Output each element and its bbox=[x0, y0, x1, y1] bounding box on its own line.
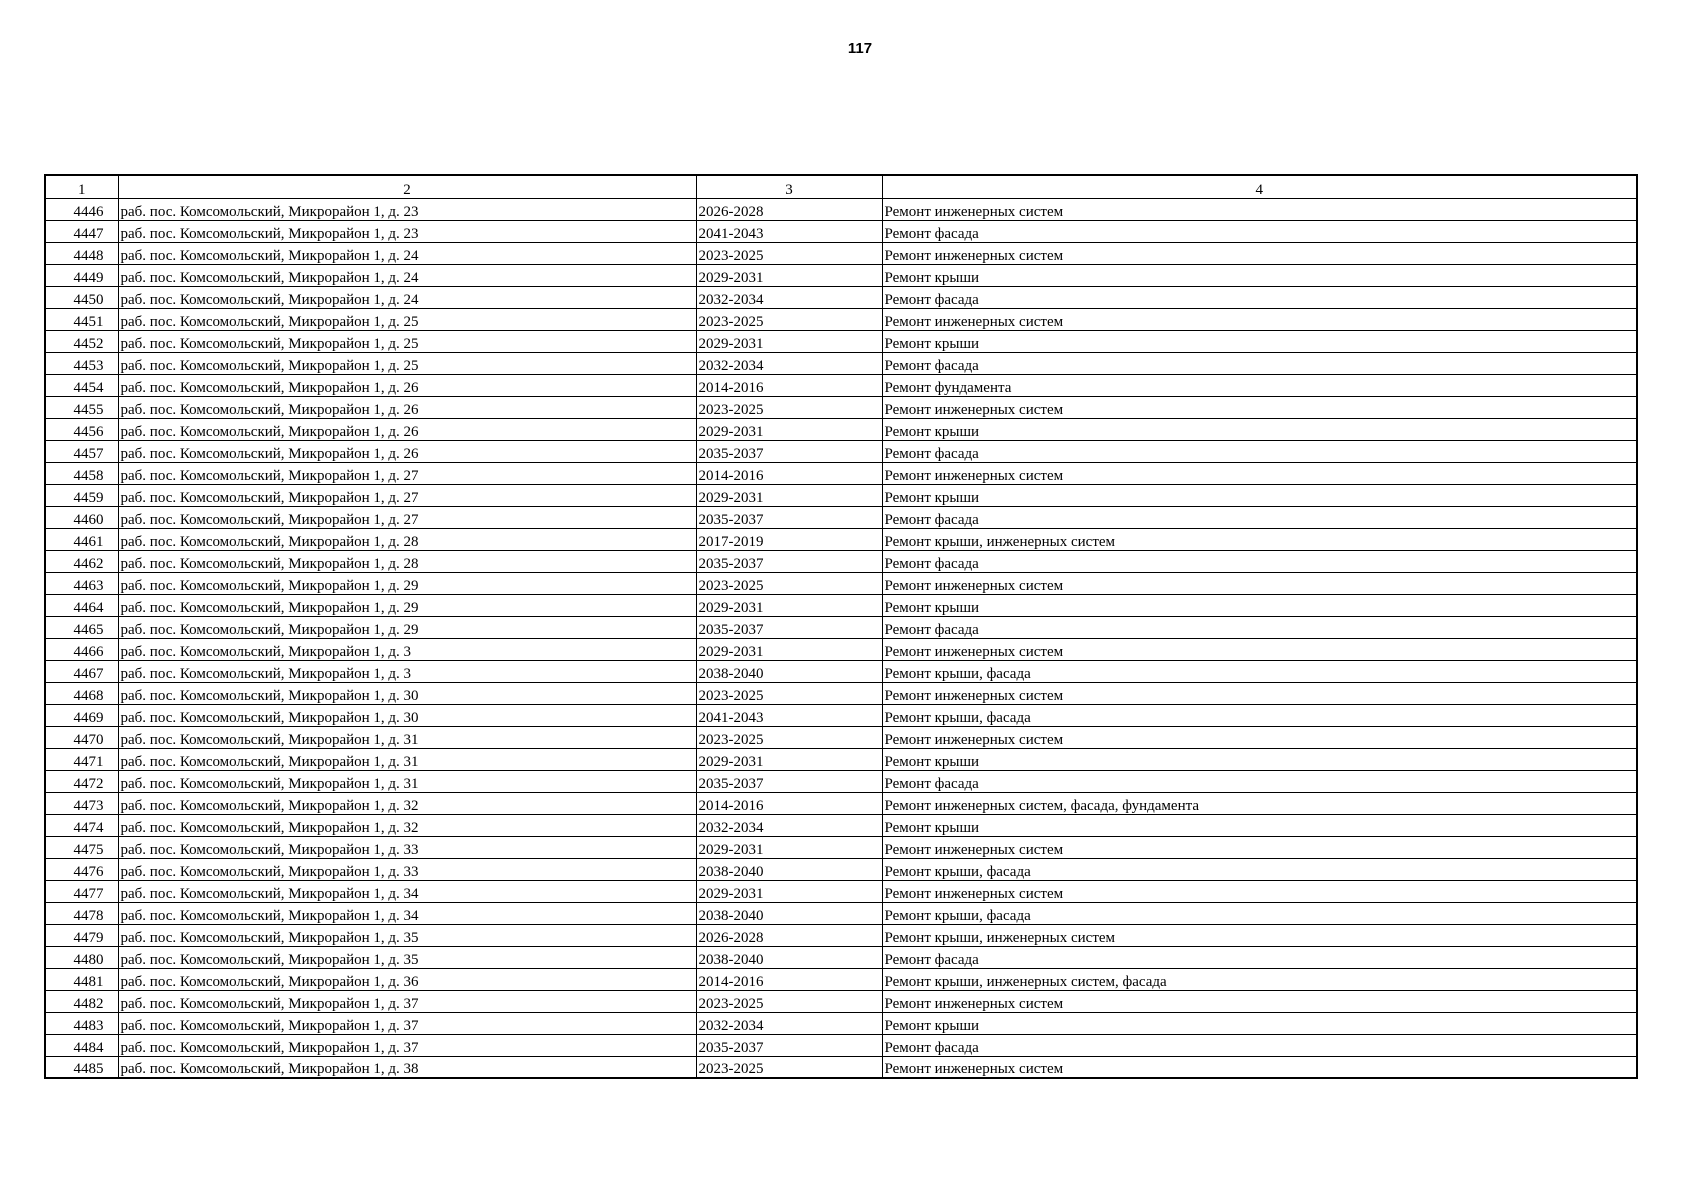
cell-address: раб. пос. Комсомольский, Микрорайон 1, д. 26 bbox=[118, 418, 696, 440]
column-header-work-type: 4 bbox=[882, 175, 1637, 198]
cell-address: раб. пос. Комсомольский, Микрорайон 1, д. 33 bbox=[118, 836, 696, 858]
cell-period: 2029-2031 bbox=[696, 748, 882, 770]
cell-period: 2029-2031 bbox=[696, 836, 882, 858]
table-row bbox=[45, 880, 1637, 902]
cell-address: раб. пос. Комсомольский, Микрорайон 1, д. 28 bbox=[118, 528, 696, 550]
cell-row-number: 4483 bbox=[45, 1012, 118, 1034]
cell-work-type: Ремонт крыши, фасада bbox=[882, 858, 1637, 880]
cell-work-type: Ремонт инженерных систем, фасада, фундамента bbox=[882, 792, 1637, 814]
cell-work-type: Ремонт крыши bbox=[882, 748, 1637, 770]
cell-work-type: Ремонт инженерных систем bbox=[882, 396, 1637, 418]
table-body bbox=[45, 198, 1637, 1078]
table-row bbox=[45, 440, 1637, 462]
cell-work-type: Ремонт фасада bbox=[882, 352, 1637, 374]
cell-row-number: 4481 bbox=[45, 968, 118, 990]
cell-period: 2032-2034 bbox=[696, 814, 882, 836]
cell-period: 2023-2025 bbox=[696, 396, 882, 418]
cell-row-number: 4477 bbox=[45, 880, 118, 902]
cell-work-type: Ремонт крыши, фасада bbox=[882, 704, 1637, 726]
table-row bbox=[45, 286, 1637, 308]
cell-address: раб. пос. Комсомольский, Микрорайон 1, д. 27 bbox=[118, 506, 696, 528]
cell-address: раб. пос. Комсомольский, Микрорайон 1, д. 26 bbox=[118, 440, 696, 462]
cell-address: раб. пос. Комсомольский, Микрорайон 1, д. 24 bbox=[118, 264, 696, 286]
cell-period: 2035-2037 bbox=[696, 550, 882, 572]
cell-period: 2026-2028 bbox=[696, 198, 882, 220]
table-row bbox=[45, 660, 1637, 682]
cell-period: 2029-2031 bbox=[696, 880, 882, 902]
cell-period: 2035-2037 bbox=[696, 440, 882, 462]
cell-row-number: 4461 bbox=[45, 528, 118, 550]
cell-period: 2035-2037 bbox=[696, 1034, 882, 1056]
cell-period: 2023-2025 bbox=[696, 682, 882, 704]
cell-address: раб. пос. Комсомольский, Микрорайон 1, д. 31 bbox=[118, 748, 696, 770]
cell-work-type: Ремонт крыши bbox=[882, 594, 1637, 616]
cell-period: 2029-2031 bbox=[696, 264, 882, 286]
cell-address: раб. пос. Комсомольский, Микрорайон 1, д. 25 bbox=[118, 330, 696, 352]
table-row bbox=[45, 1012, 1637, 1034]
cell-row-number: 4485 bbox=[45, 1056, 118, 1078]
table-row bbox=[45, 924, 1637, 946]
cell-work-type: Ремонт инженерных систем bbox=[882, 572, 1637, 594]
cell-period: 2017-2019 bbox=[696, 528, 882, 550]
cell-work-type: Ремонт крыши bbox=[882, 264, 1637, 286]
cell-period: 2038-2040 bbox=[696, 660, 882, 682]
cell-address: раб. пос. Комсомольский, Микрорайон 1, д. 24 bbox=[118, 242, 696, 264]
table-row bbox=[45, 990, 1637, 1012]
cell-row-number: 4469 bbox=[45, 704, 118, 726]
cell-period: 2023-2025 bbox=[696, 990, 882, 1012]
cell-address: раб. пос. Комсомольский, Микрорайон 1, д. 31 bbox=[118, 726, 696, 748]
cell-period: 2029-2031 bbox=[696, 638, 882, 660]
repair-schedule-table bbox=[44, 174, 1638, 1079]
cell-address: раб. пос. Комсомольский, Микрорайон 1, д. 26 bbox=[118, 396, 696, 418]
cell-period: 2041-2043 bbox=[696, 220, 882, 242]
cell-address: раб. пос. Комсомольский, Микрорайон 1, д. 36 bbox=[118, 968, 696, 990]
cell-period: 2023-2025 bbox=[696, 308, 882, 330]
table-row bbox=[45, 836, 1637, 858]
cell-address: раб. пос. Комсомольский, Микрорайон 1, д. 27 bbox=[118, 484, 696, 506]
cell-work-type: Ремонт крыши, инженерных систем, фасада bbox=[882, 968, 1637, 990]
cell-row-number: 4472 bbox=[45, 770, 118, 792]
cell-row-number: 4480 bbox=[45, 946, 118, 968]
table-row bbox=[45, 726, 1637, 748]
cell-address: раб. пос. Комсомольский, Микрорайон 1, д. 37 bbox=[118, 1012, 696, 1034]
table-row bbox=[45, 506, 1637, 528]
cell-row-number: 4449 bbox=[45, 264, 118, 286]
cell-address: раб. пос. Комсомольский, Микрорайон 1, д. 3 bbox=[118, 638, 696, 660]
cell-work-type: Ремонт крыши bbox=[882, 814, 1637, 836]
table-header bbox=[45, 175, 1637, 198]
cell-period: 2023-2025 bbox=[696, 726, 882, 748]
table-row bbox=[45, 418, 1637, 440]
table-row bbox=[45, 704, 1637, 726]
table-row bbox=[45, 242, 1637, 264]
table-row bbox=[45, 198, 1637, 220]
cell-address: раб. пос. Комсомольский, Микрорайон 1, д. 35 bbox=[118, 924, 696, 946]
table-row bbox=[45, 770, 1637, 792]
cell-period: 2023-2025 bbox=[696, 1056, 882, 1078]
cell-work-type: Ремонт крыши, фасада bbox=[882, 902, 1637, 924]
cell-work-type: Ремонт крыши bbox=[882, 1012, 1637, 1034]
cell-period: 2038-2040 bbox=[696, 946, 882, 968]
cell-row-number: 4478 bbox=[45, 902, 118, 924]
cell-work-type: Ремонт инженерных систем bbox=[882, 990, 1637, 1012]
cell-period: 2014-2016 bbox=[696, 462, 882, 484]
cell-period: 2032-2034 bbox=[696, 352, 882, 374]
cell-row-number: 4473 bbox=[45, 792, 118, 814]
cell-row-number: 4459 bbox=[45, 484, 118, 506]
cell-address: раб. пос. Комсомольский, Микрорайон 1, д. 29 bbox=[118, 616, 696, 638]
cell-period: 2029-2031 bbox=[696, 594, 882, 616]
cell-work-type: Ремонт фасада bbox=[882, 440, 1637, 462]
cell-period: 2035-2037 bbox=[696, 770, 882, 792]
cell-work-type: Ремонт крыши bbox=[882, 418, 1637, 440]
cell-address: раб. пос. Комсомольский, Микрорайон 1, д. 33 bbox=[118, 858, 696, 880]
table-row bbox=[45, 462, 1637, 484]
cell-period: 2038-2040 bbox=[696, 902, 882, 924]
cell-work-type: Ремонт фасада bbox=[882, 506, 1637, 528]
cell-address: раб. пос. Комсомольский, Микрорайон 1, д. 27 bbox=[118, 462, 696, 484]
cell-work-type: Ремонт инженерных систем bbox=[882, 726, 1637, 748]
cell-address: раб. пос. Комсомольский, Микрорайон 1, д. 25 bbox=[118, 352, 696, 374]
cell-address: раб. пос. Комсомольский, Микрорайон 1, д. 31 bbox=[118, 770, 696, 792]
cell-row-number: 4465 bbox=[45, 616, 118, 638]
cell-row-number: 4448 bbox=[45, 242, 118, 264]
cell-address: раб. пос. Комсомольский, Микрорайон 1, д. 28 bbox=[118, 550, 696, 572]
cell-address: раб. пос. Комсомольский, Микрорайон 1, д. 29 bbox=[118, 572, 696, 594]
cell-row-number: 4453 bbox=[45, 352, 118, 374]
table-row bbox=[45, 396, 1637, 418]
table-row bbox=[45, 1034, 1637, 1056]
cell-work-type: Ремонт инженерных систем bbox=[882, 1056, 1637, 1078]
cell-row-number: 4475 bbox=[45, 836, 118, 858]
cell-work-type: Ремонт инженерных систем bbox=[882, 242, 1637, 264]
cell-work-type: Ремонт инженерных систем bbox=[882, 638, 1637, 660]
cell-work-type: Ремонт фундамента bbox=[882, 374, 1637, 396]
cell-address: раб. пос. Комсомольский, Микрорайон 1, д. 25 bbox=[118, 308, 696, 330]
table-row bbox=[45, 858, 1637, 880]
cell-period: 2026-2028 bbox=[696, 924, 882, 946]
cell-address: раб. пос. Комсомольский, Микрорайон 1, д. 34 bbox=[118, 902, 696, 924]
cell-row-number: 4474 bbox=[45, 814, 118, 836]
cell-row-number: 4467 bbox=[45, 660, 118, 682]
cell-row-number: 4455 bbox=[45, 396, 118, 418]
cell-address: раб. пос. Комсомольский, Микрорайон 1, д. 24 bbox=[118, 286, 696, 308]
cell-work-type: Ремонт крыши, инженерных систем bbox=[882, 528, 1637, 550]
cell-address: раб. пос. Комсомольский, Микрорайон 1, д. 30 bbox=[118, 682, 696, 704]
cell-work-type: Ремонт фасада bbox=[882, 286, 1637, 308]
table-row bbox=[45, 968, 1637, 990]
cell-row-number: 4458 bbox=[45, 462, 118, 484]
cell-address: раб. пос. Комсомольский, Микрорайон 1, д. 3 bbox=[118, 660, 696, 682]
cell-period: 2023-2025 bbox=[696, 242, 882, 264]
cell-address: раб. пос. Комсомольский, Микрорайон 1, д. 30 bbox=[118, 704, 696, 726]
cell-period: 2014-2016 bbox=[696, 374, 882, 396]
cell-work-type: Ремонт фасада bbox=[882, 220, 1637, 242]
table-row bbox=[45, 946, 1637, 968]
table-row bbox=[45, 902, 1637, 924]
cell-period: 2023-2025 bbox=[696, 572, 882, 594]
cell-address: раб. пос. Комсомольский, Микрорайон 1, д. 29 bbox=[118, 594, 696, 616]
cell-row-number: 4484 bbox=[45, 1034, 118, 1056]
cell-period: 2032-2034 bbox=[696, 286, 882, 308]
cell-work-type: Ремонт крыши bbox=[882, 484, 1637, 506]
table-row bbox=[45, 220, 1637, 242]
cell-work-type: Ремонт крыши bbox=[882, 330, 1637, 352]
column-header-number: 1 bbox=[45, 175, 118, 198]
cell-row-number: 4450 bbox=[45, 286, 118, 308]
cell-row-number: 4463 bbox=[45, 572, 118, 594]
cell-row-number: 4460 bbox=[45, 506, 118, 528]
cell-period: 2032-2034 bbox=[696, 1012, 882, 1034]
cell-address: раб. пос. Комсомольский, Микрорайон 1, д. 35 bbox=[118, 946, 696, 968]
cell-row-number: 4447 bbox=[45, 220, 118, 242]
cell-row-number: 4456 bbox=[45, 418, 118, 440]
table-row bbox=[45, 528, 1637, 550]
table-row bbox=[45, 748, 1637, 770]
cell-row-number: 4446 bbox=[45, 198, 118, 220]
cell-row-number: 4454 bbox=[45, 374, 118, 396]
table-row bbox=[45, 616, 1637, 638]
cell-address: раб. пос. Комсомольский, Микрорайон 1, д. 32 bbox=[118, 792, 696, 814]
cell-address: раб. пос. Комсомольский, Микрорайон 1, д. 37 bbox=[118, 1034, 696, 1056]
cell-row-number: 4476 bbox=[45, 858, 118, 880]
cell-address: раб. пос. Комсомольский, Микрорайон 1, д. 23 bbox=[118, 220, 696, 242]
cell-period: 2029-2031 bbox=[696, 484, 882, 506]
table-row bbox=[45, 550, 1637, 572]
cell-work-type: Ремонт инженерных систем bbox=[882, 308, 1637, 330]
cell-row-number: 4479 bbox=[45, 924, 118, 946]
table-row bbox=[45, 374, 1637, 396]
cell-row-number: 4470 bbox=[45, 726, 118, 748]
cell-period: 2029-2031 bbox=[696, 330, 882, 352]
page-number: 117 bbox=[847, 40, 873, 57]
cell-work-type: Ремонт фасада bbox=[882, 946, 1637, 968]
cell-address: раб. пос. Комсомольский, Микрорайон 1, д. 32 bbox=[118, 814, 696, 836]
table-row bbox=[45, 594, 1637, 616]
cell-work-type: Ремонт инженерных систем bbox=[882, 682, 1637, 704]
cell-period: 2014-2016 bbox=[696, 968, 882, 990]
cell-work-type: Ремонт инженерных систем bbox=[882, 836, 1637, 858]
cell-address: раб. пос. Комсомольский, Микрорайон 1, д. 37 bbox=[118, 990, 696, 1012]
cell-work-type: Ремонт фасада bbox=[882, 770, 1637, 792]
cell-period: 2035-2037 bbox=[696, 506, 882, 528]
cell-row-number: 4466 bbox=[45, 638, 118, 660]
table-row bbox=[45, 792, 1637, 814]
table-row bbox=[45, 682, 1637, 704]
cell-work-type: Ремонт крыши, инженерных систем bbox=[882, 924, 1637, 946]
cell-row-number: 4452 bbox=[45, 330, 118, 352]
cell-row-number: 4457 bbox=[45, 440, 118, 462]
cell-work-type: Ремонт инженерных систем bbox=[882, 462, 1637, 484]
table-row bbox=[45, 638, 1637, 660]
table-row bbox=[45, 572, 1637, 594]
cell-period: 2029-2031 bbox=[696, 418, 882, 440]
cell-period: 2014-2016 bbox=[696, 792, 882, 814]
table-row bbox=[45, 1056, 1637, 1078]
cell-work-type: Ремонт крыши, фасада bbox=[882, 660, 1637, 682]
table-row bbox=[45, 352, 1637, 374]
cell-period: 2035-2037 bbox=[696, 616, 882, 638]
cell-period: 2038-2040 bbox=[696, 858, 882, 880]
column-header-address: 2 bbox=[118, 175, 696, 198]
cell-period: 2041-2043 bbox=[696, 704, 882, 726]
cell-work-type: Ремонт фасада bbox=[882, 550, 1637, 572]
table-row bbox=[45, 484, 1637, 506]
cell-row-number: 4462 bbox=[45, 550, 118, 572]
cell-work-type: Ремонт инженерных систем bbox=[882, 880, 1637, 902]
cell-address: раб. пос. Комсомольский, Микрорайон 1, д. 34 bbox=[118, 880, 696, 902]
table-row bbox=[45, 814, 1637, 836]
cell-row-number: 4464 bbox=[45, 594, 118, 616]
table-row bbox=[45, 264, 1637, 286]
cell-row-number: 4482 bbox=[45, 990, 118, 1012]
table-row bbox=[45, 330, 1637, 352]
cell-address: раб. пос. Комсомольский, Микрорайон 1, д. 38 bbox=[118, 1056, 696, 1078]
cell-address: раб. пос. Комсомольский, Микрорайон 1, д. 23 bbox=[118, 198, 696, 220]
cell-row-number: 4451 bbox=[45, 308, 118, 330]
cell-address: раб. пос. Комсомольский, Микрорайон 1, д. 26 bbox=[118, 374, 696, 396]
cell-work-type: Ремонт фасада bbox=[882, 616, 1637, 638]
cell-row-number: 4471 bbox=[45, 748, 118, 770]
cell-row-number: 4468 bbox=[45, 682, 118, 704]
table-row bbox=[45, 308, 1637, 330]
column-header-period: 3 bbox=[696, 175, 882, 198]
cell-work-type: Ремонт фасада bbox=[882, 1034, 1637, 1056]
cell-work-type: Ремонт инженерных систем bbox=[882, 198, 1637, 220]
header-row bbox=[45, 175, 1637, 198]
